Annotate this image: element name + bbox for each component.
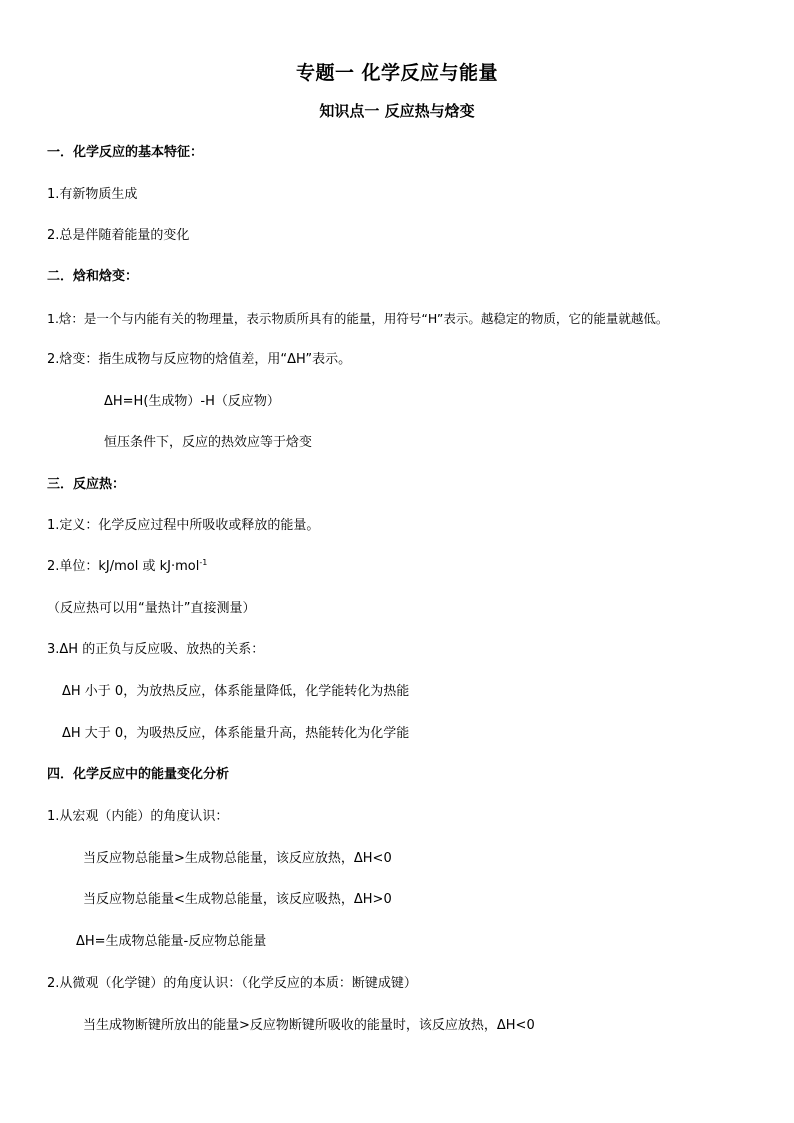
paragraph-line: 2.焓变：指生成物与反应物的焓值差，用“ΔH”表示。 bbox=[47, 352, 352, 367]
paragraph-line: 当反应物总能量<生成物总能量，该反应吸热，ΔH>0 bbox=[83, 892, 392, 907]
section-heading-2: 二．焓和焓变： bbox=[47, 269, 139, 284]
paragraph-line: 1.有新物质生成 bbox=[47, 187, 138, 202]
unit-exponent: -1 bbox=[199, 558, 208, 567]
paragraph-line: （反应热可以用“量热计”直接测量） bbox=[47, 601, 256, 616]
formula-line: ΔH=H(生成物）-H（反应物） bbox=[104, 394, 280, 409]
page-title: 专题一 化学反应与能量 bbox=[295, 62, 499, 84]
paragraph-line: 1.定义：化学反应过程中所吸收或释放的能量。 bbox=[47, 518, 320, 533]
unit-line bbox=[47, 558, 207, 576]
paragraph-line: 1.焓：是一个与内能有关的物理量，表示物质所具有的能量，用符号“H”表示。越稳定的物质，它的能量就越低。 bbox=[47, 311, 669, 326]
page-subtitle: 知识点一 反应热与焓变 bbox=[319, 102, 475, 120]
paragraph-line: 当生成物断键所放出的能量>反应物断键所吸收的能量时，该反应放热，ΔH<0 bbox=[83, 1018, 535, 1033]
formula-line: ΔH=生成物总能量-反应物总能量 bbox=[76, 934, 267, 949]
paragraph-line: 3.ΔH 的正负与反应吸、放热的关系： bbox=[47, 642, 265, 657]
section-heading-4: 四．化学反应中的能量变化分析 bbox=[47, 767, 230, 782]
section-heading-3: 三．反应热： bbox=[47, 477, 126, 492]
paragraph-line: ΔH 大于 0，为吸热反应，体系能量升高，热能转化为化学能 bbox=[62, 726, 410, 741]
paragraph-line: ΔH 小于 0，为放热反应，体系能量降低，化学能转化为热能 bbox=[62, 684, 410, 699]
unit-text: 2.单位：kJ/mol 或 kJ·mol bbox=[47, 559, 200, 574]
paragraph-line: 1.从宏观（内能）的角度认识： bbox=[47, 809, 229, 824]
paragraph-line: 当反应物总能量>生成物总能量，该反应放热，ΔH<0 bbox=[83, 851, 392, 866]
paragraph-line: 恒压条件下，反应的热效应等于焓变 bbox=[104, 435, 313, 450]
paragraph-line: 2.从微观（化学键）的角度认识：（化学反应的本质：断键成键） bbox=[47, 976, 417, 991]
paragraph-line: 2.总是伴随着能量的变化 bbox=[47, 228, 190, 243]
section-heading-1: 一．化学反应的基本特征： bbox=[47, 145, 204, 160]
